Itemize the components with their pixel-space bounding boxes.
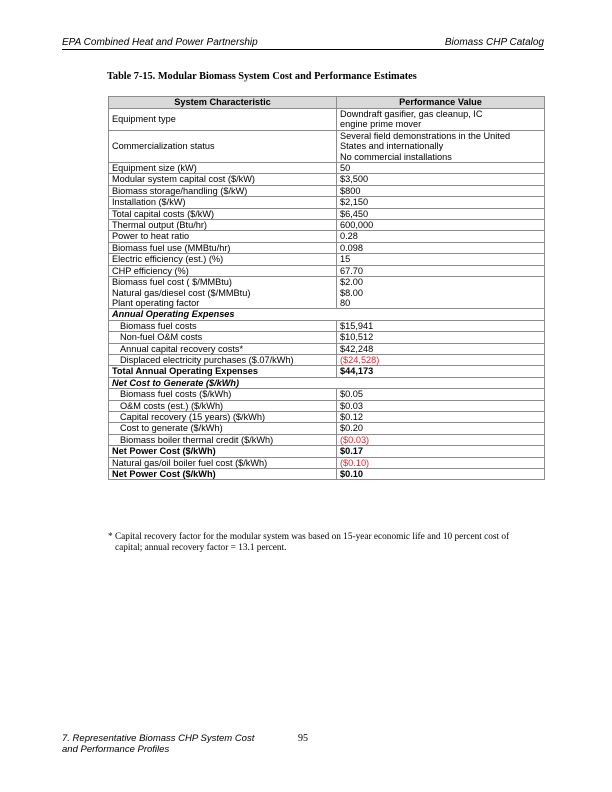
row-value: 600,000 [337,220,545,231]
table-row [109,277,545,288]
table-row [109,163,545,174]
row-value-negative: ($0.03) [337,434,545,445]
total-row [109,446,545,457]
column-header: Performance Value [337,97,545,109]
total-row [109,366,545,377]
row-label: Total Annual Operating Expenses [109,366,337,377]
table-row [109,254,545,265]
row-value: $44,173 [337,366,545,377]
table-row [109,130,545,162]
header-left: EPA Combined Heat and Power Partnership [62,37,258,48]
table-row [109,389,545,400]
total-row [109,469,545,480]
row-label: Equipment type [109,109,337,131]
row-label: Capital recovery (15 years) ($/kWh) [109,411,337,422]
table-row [109,197,545,208]
table-header-row [109,97,545,109]
value-line: engine prime mover [340,119,422,130]
row-label: Biomass fuel costs ($/kWh) [109,389,337,400]
row-value: 15 [337,254,545,265]
row-value: $42,248 [337,343,545,354]
row-value: $10,512 [337,332,545,343]
row-value: 0.098 [337,242,545,253]
section-label: Annual Operating Expenses [109,309,545,320]
table-row [109,231,545,242]
column-header: System Characteristic [109,97,337,109]
table-row [109,242,545,253]
row-label: Net Power Cost ($/kWh) [109,469,337,480]
row-label: Displaced electricity purchases ($.07/kWh) [109,354,337,365]
table-row [109,332,545,343]
table-row [109,354,545,365]
footer-section-line: 7. Representative Biomass CHP System Cost [62,733,255,744]
value-line: Several field demonstrations in the United [340,130,511,141]
row-value: 67.70 [337,265,545,276]
row-label: Biomass fuel cost ( $/MMBtu) [109,277,337,288]
table-row [109,185,545,196]
table-row [109,208,545,219]
row-value [337,130,545,162]
row-value: $0.17 [337,446,545,457]
row-label: Natural gas/diesel cost ($/MMBtu) [109,288,337,298]
running-footer [62,733,254,755]
row-label: Biomass fuel costs [109,320,337,331]
table-row [109,109,545,131]
row-label: O&M costs (est.) ($/kWh) [109,400,337,411]
row-value-negative: ($24,528) [337,354,545,365]
row-label: CHP efficiency (%) [109,265,337,276]
row-value: $8.00 [337,288,545,298]
row-value: $2.00 [337,277,545,288]
row-value: 50 [337,163,545,174]
table-row [109,411,545,422]
row-label: Biomass storage/handling ($/kW) [109,185,337,196]
section-row [109,377,545,388]
table-row [109,288,545,298]
row-label: Electric efficiency (est.) (%) [109,254,337,265]
row-label: Commercialization status [109,130,337,162]
row-value: $0.10 [337,469,545,480]
row-label: Natural gas/oil boiler fuel cost ($/kWh) [109,457,337,468]
table-footnote [108,532,548,553]
row-value: $15,941 [337,320,545,331]
row-label: Biomass boiler thermal credit ($/kWh) [109,434,337,445]
row-value: $6,450 [337,208,545,219]
row-value: $0.03 [337,400,545,411]
row-label: Plant operating factor [109,298,337,309]
page-number: 95 [298,733,308,744]
row-label: Biomass fuel use (MMBtu/hr) [109,242,337,253]
row-value-negative: ($0.10) [337,457,545,468]
row-value: $0.12 [337,411,545,422]
table-row [109,298,545,309]
row-label: Equipment size (kW) [109,163,337,174]
section-row [109,309,545,320]
table-row [109,265,545,276]
row-label: Modular system capital cost ($/kW) [109,174,337,185]
cost-performance-table [108,96,545,480]
footnote-line: * Capital recovery factor for the modular system was based on 15-year economic life and 10 percent cost of [108,532,510,542]
row-label: Total capital costs ($/kW) [109,208,337,219]
row-value: $800 [337,185,545,196]
header-right: Biomass CHP Catalog [444,37,544,48]
section-label: Net Cost to Generate ($/kWh) [109,377,545,388]
row-label: Installation ($/kW) [109,197,337,208]
footer-section-line: and Performance Profiles [62,744,170,755]
row-value: $3,500 [337,174,545,185]
table-row [109,423,545,434]
row-label: Cost to generate ($/kWh) [109,423,337,434]
row-label: Net Power Cost ($/kWh) [109,446,337,457]
row-label: Thermal output (Btu/hr) [109,220,337,231]
row-label: Power to heat ratio [109,231,337,242]
table-row [109,343,545,354]
row-value: 80 [337,298,545,309]
table-row [109,320,545,331]
row-value: $0.05 [337,389,545,400]
value-line: States and internationally [340,141,444,152]
table-row [109,400,545,411]
value-line: No commercial installations [340,151,452,162]
table-row [109,434,545,445]
row-label: Non-fuel O&M costs [109,332,337,343]
footnote-line: capital; annual recovery factor = 13.1 percent. [115,542,287,553]
row-value: $0.20 [337,423,545,434]
row-value: $2,150 [337,197,545,208]
running-header [62,37,544,50]
table-row [109,457,545,468]
table-row [109,174,545,185]
value-line: Downdraft gasifier, gas cleanup, IC [340,109,483,119]
row-value: 0.28 [337,231,545,242]
row-label: Annual capital recovery costs* [109,343,337,354]
table-row [109,220,545,231]
table-title: Table 7-15. Modular Biomass System Cost and Performance Estimates [107,71,417,82]
row-value [337,109,545,131]
